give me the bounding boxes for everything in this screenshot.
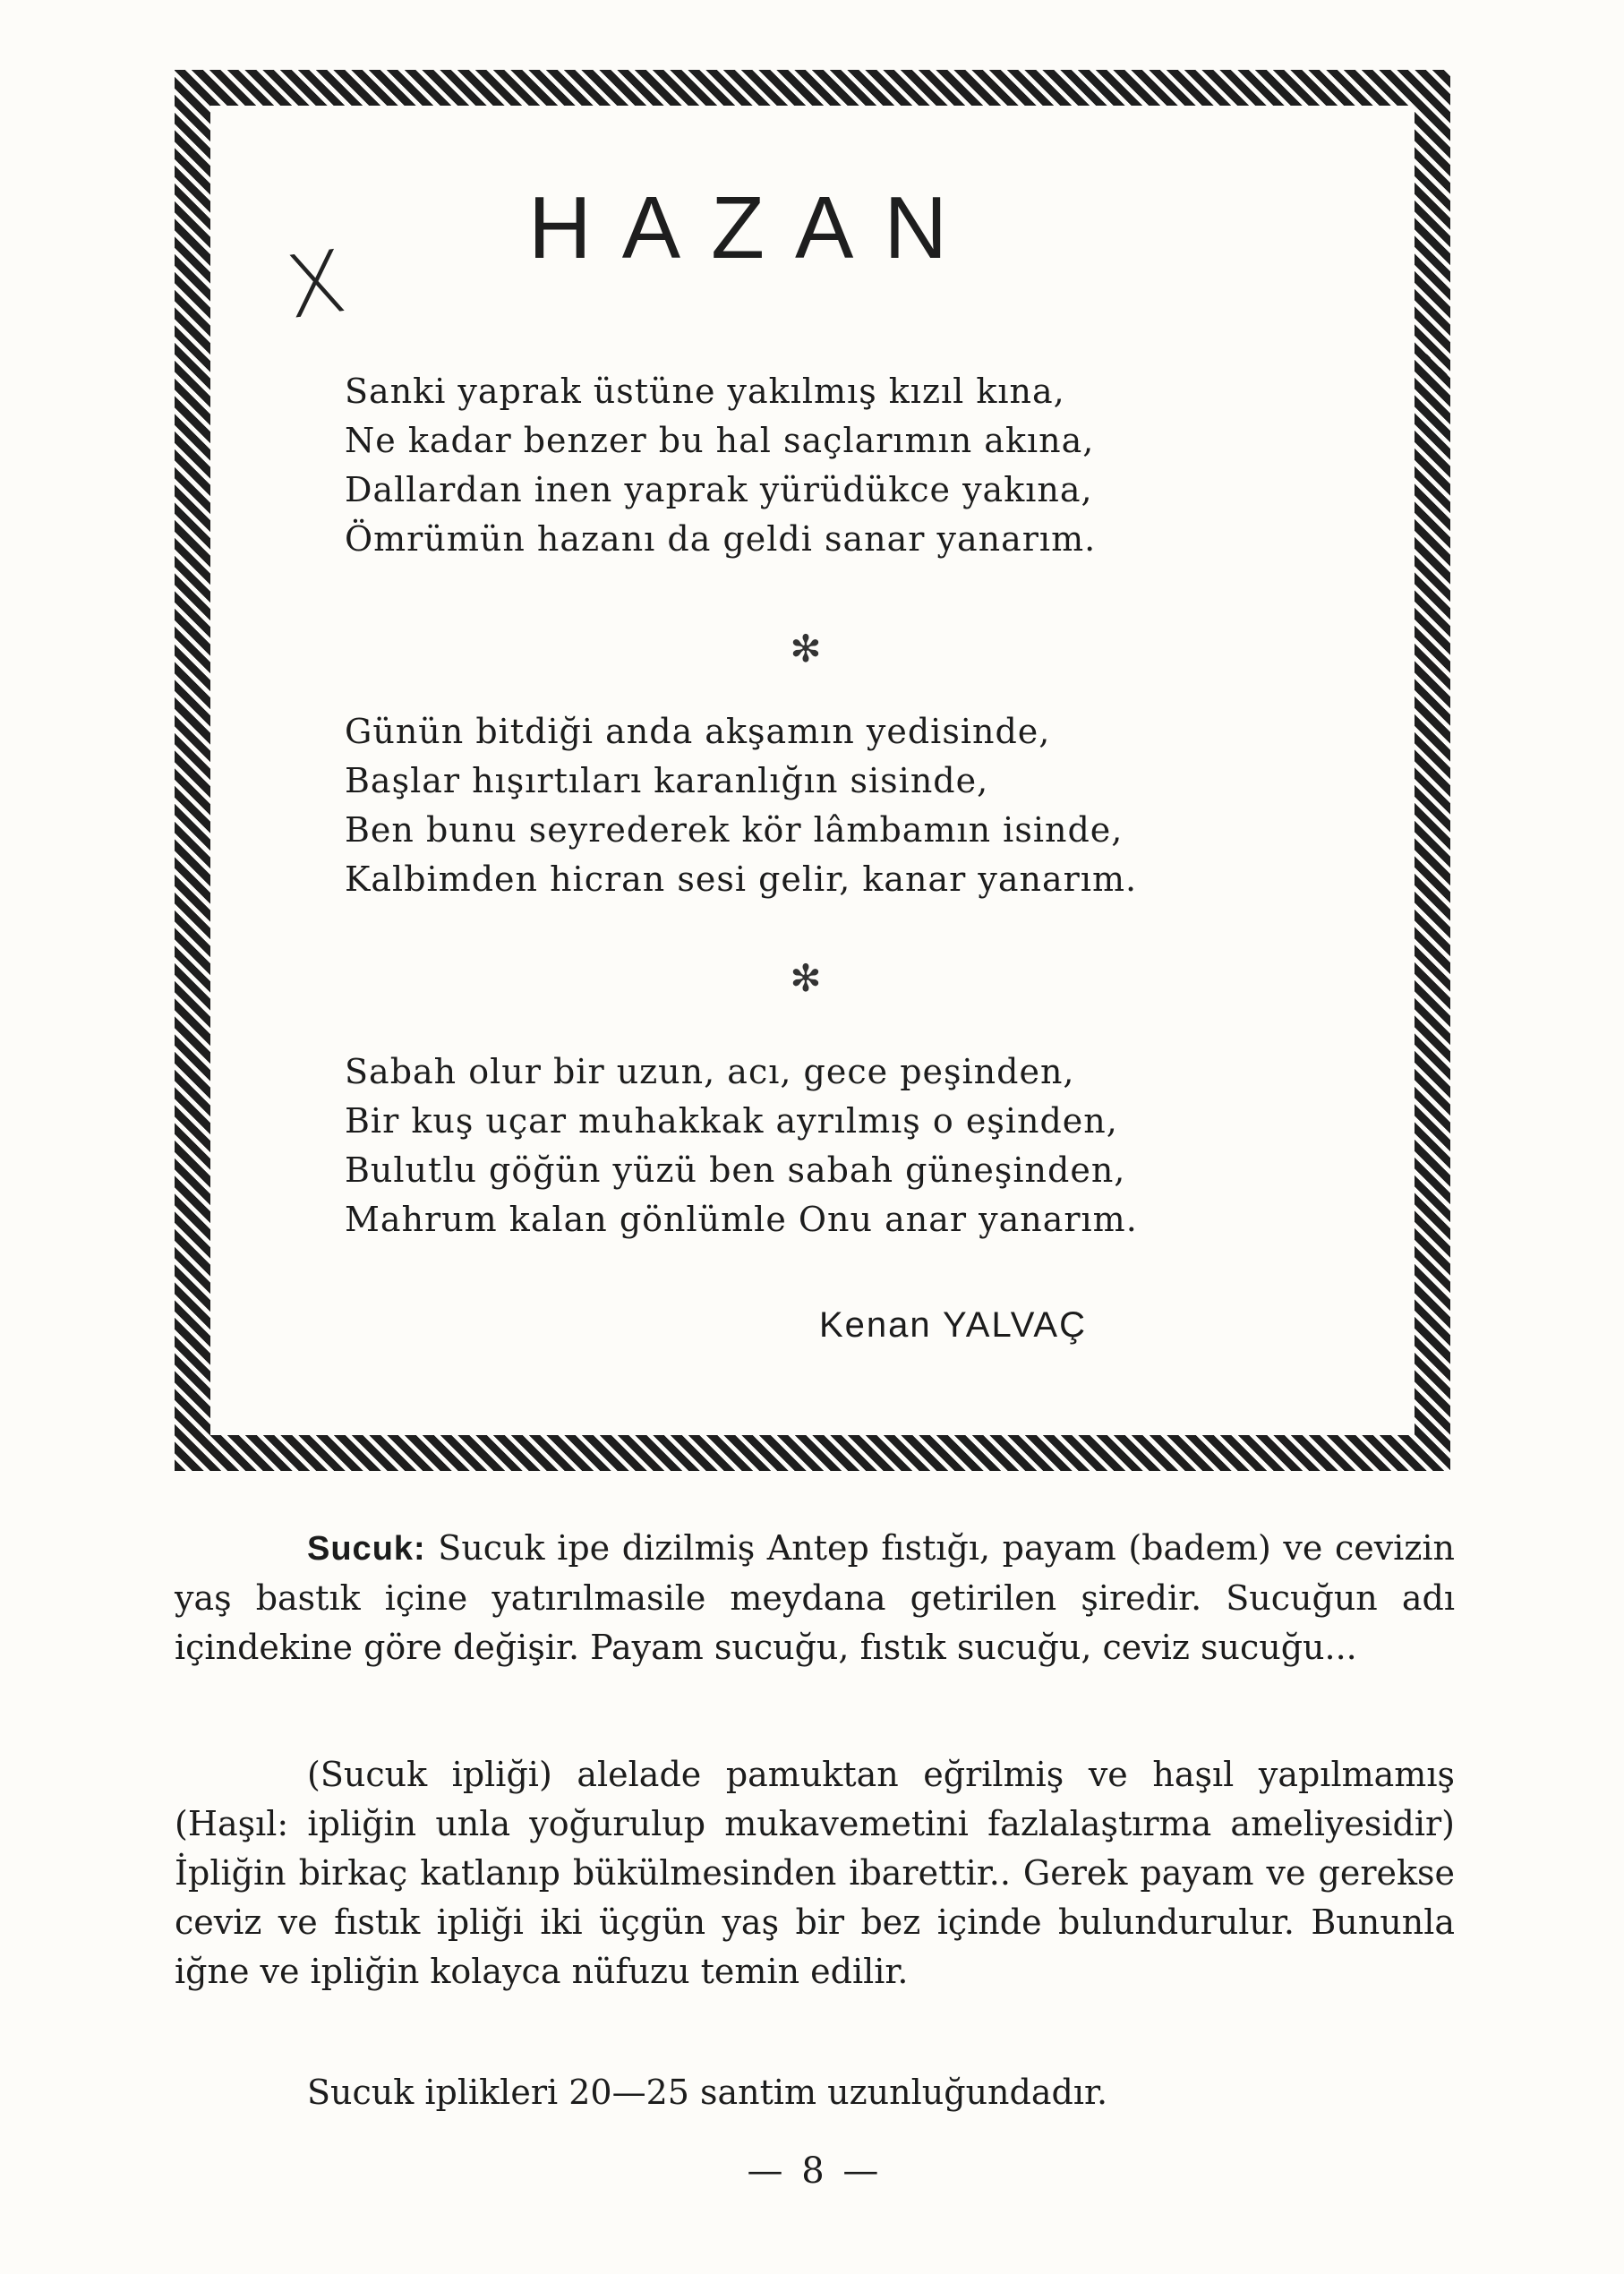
poem-line: Ben bunu seyrederek kör lâmbamın isinde, — [345, 810, 1124, 850]
poem-line: Günün bitdiği anda akşamın yedisinde, — [345, 712, 1051, 751]
handwritten-x-mark: X — [279, 230, 353, 339]
paragraph-text: Sucuk iplikleri 20—25 santim uzunluğundadır. — [307, 2073, 1108, 2112]
stanza-ornament-icon: ✻ — [790, 627, 822, 671]
prose-paragraph-2 — [175, 1750, 1455, 1996]
poem-line: Başlar hışırtıları karanlığın sisinde, — [345, 761, 989, 800]
poem-line: Ne kadar benzer bu hal saçlarımın akına, — [345, 421, 1095, 460]
prose-paragraph-3 — [175, 2068, 1455, 2117]
definition-term: Sucuk: — [307, 1530, 426, 1568]
poem-stanza-1 — [345, 367, 1312, 564]
poem-line: Bulutlu göğün yüzü ben sabah güneşinden, — [345, 1150, 1126, 1190]
poem-author: Kenan YALVAÇ — [819, 1305, 1087, 1345]
poem-title: HAZAN — [528, 178, 979, 277]
prose-paragraph-1 — [175, 1524, 1455, 1672]
poem-line: Kalbimden hicran sesi gelir, kanar yanarım. — [345, 859, 1138, 899]
poem-line: Dallardan inen yaprak yürüdükce yakına, — [345, 470, 1093, 509]
poem-stanza-3 — [345, 1047, 1312, 1244]
poem-line: Sanki yaprak üstüne yakılmış kızıl kına, — [345, 372, 1065, 411]
poem-line: Ömrümün hazanı da geldi sanar yanarım. — [345, 519, 1097, 559]
poem-line: Mahrum kalan gönlümle Onu anar yanarım. — [345, 1200, 1138, 1239]
page-number: — 8 — — [747, 2150, 883, 2192]
poem-line: Sabah olur bir uzun, acı, gece peşinden, — [345, 1052, 1075, 1091]
poem-line: Bir kuş uçar muhakkak ayrılmış o eşinden, — [345, 1101, 1118, 1141]
definition-text: Sucuk ipe dizilmiş Antep fıstığı, payam (badem) ve cevizin yaş bastık içine yatırılmasile meydana getirilen şiredir. Sucuğun adı içindekine göre değişir. Payam sucuğu, fıstık sucuğu, ceviz sucuğu... — [175, 1528, 1455, 1667]
paragraph-text: (Sucuk ipliği) alelade pamuktan eğrilmiş ve haşıl yapılmamış (Haşıl: ipliğin unla yoğurulup mukavemetini fazlalaştırma ameliyesidir) İpliğin birkaç katlanıp bükülmesinden ibarettir.. Gerek payam ve gerekse ceviz ve fıstık ipliği iki üçgün yaş bir bez içinde bulundurulur. Bununla iğne ve ipliğin kolayca nüfuzu temin edilir. — [175, 1755, 1455, 1991]
stanza-ornament-icon: ✻ — [790, 956, 822, 1000]
poem-stanza-2 — [345, 707, 1312, 904]
